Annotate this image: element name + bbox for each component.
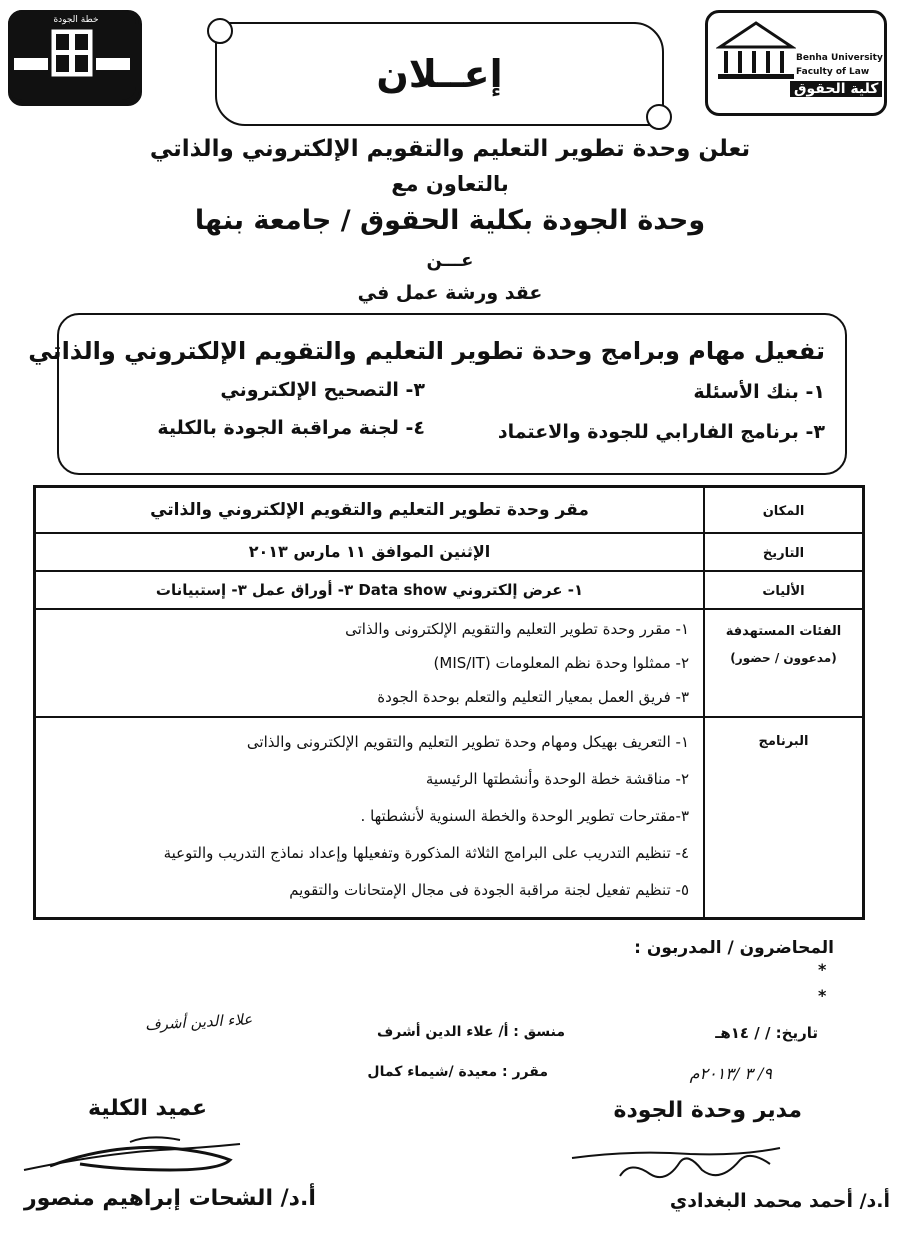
place-label: المكان <box>704 487 864 533</box>
list-item: ٣-مقترحات تطوير الوحدة والخطة السنوية لأنشطتها . <box>360 806 689 825</box>
quality-director-title: مدير وحدة الجودة <box>613 1098 802 1123</box>
table-row <box>35 487 864 533</box>
page-title: إعــلان <box>376 52 503 96</box>
university-building-icon <box>716 21 796 81</box>
left-logo-label: خطة الجودة <box>53 15 99 25</box>
date-label: التاريخ <box>704 533 864 571</box>
date-value: الإثنين الموافق ١١ مارس ٢٠١٣ <box>35 533 705 571</box>
intro-line-1: تعلن وحدة تطوير التعليم والتقويم الإلكتروني والذاتي <box>149 136 751 162</box>
rapporteur: مقرر : معيدة /شيماء كمال <box>367 1064 548 1080</box>
list-item: ٢- ممثلوا وحدة نظم المعلومات (MIS/IT) <box>433 653 689 672</box>
trainer-bullet: * <box>818 986 827 1005</box>
intro-line-2: بالتعاون مع <box>391 172 509 196</box>
workshop-details-table <box>33 485 865 920</box>
left-logo <box>8 10 142 106</box>
tools-label: الأليات <box>704 571 864 609</box>
dean-signature-icon <box>20 1130 250 1186</box>
workshop-title: تفعيل مهام وبرامج وحدة تطوير التعليم والتقويم الإلكتروني والذاتي <box>28 337 825 365</box>
trainer-bullet: * <box>818 960 827 979</box>
workshop-box <box>28 313 847 475</box>
audience-label-cell <box>704 609 864 717</box>
list-item: ٣- فريق العمل بمعيار التعليم والتعلم بوحدة الجودة <box>377 687 689 706</box>
list-item: ٥- تنظيم تفعيل لجنة مراقبة الجودة فى مجال الإمتحانات والتقويم <box>289 880 689 899</box>
table-row <box>35 609 864 717</box>
tools-value: ١- عرض إلكتروني Data show ٣- أوراق عمل ٣- إستبيانات <box>35 571 705 609</box>
workshop-item-quality-committee: ٤- لجنة مراقبة الجودة بالكلية <box>157 417 425 439</box>
announcement-banner <box>215 22 664 126</box>
audience-list <box>35 609 705 717</box>
coordinator: منسق : أ/ علاء الدين أشرف <box>376 1024 565 1040</box>
workshop-item-e-correction: ٣- التصحيح الإلكتروني <box>220 379 425 401</box>
trainers-label: المحاضرون / المدربون : <box>634 938 834 958</box>
workshop-item-farabi: ٣- برنامج الفارابي للجودة والاعتماد <box>497 421 825 443</box>
intro-line-3: وحدة الجودة بكلية الحقوق / جامعة بنها <box>194 205 706 236</box>
list-item: ٤- تنظيم التدريب على البرامج الثلاثة المذكورة وتفعيلها وإعداد نماذج التدريب والتوعية <box>163 843 689 862</box>
list-item: ١- التعريف بهيكل ومهام وحدة تطوير التعليم والتقويم الإلكترونى والذاتى <box>246 732 689 751</box>
table-row <box>35 571 864 609</box>
list-item: ٢- مناقشة خطة الوحدة وأنشطتها الرئيسية <box>425 769 689 788</box>
dean-title: عميد الكلية <box>88 1096 208 1121</box>
intro-line-5: عقد ورشة عمل في <box>357 282 543 304</box>
audience-label: الفئات المستهدفة <box>725 623 842 639</box>
logo-line-faculty: Faculty of Law <box>796 67 870 77</box>
workshop-item-question-bank: ١- بنك الأسئلة <box>693 381 825 403</box>
quality-director-signature-icon <box>570 1140 800 1190</box>
audience-sublabel: (مدعوون / حضور) <box>730 650 837 665</box>
dean-name: أ.د/ الشحات إبراهيم منصور <box>24 1186 316 1211</box>
program-list <box>35 717 705 919</box>
gregorian-date: ٩/ ٣ /٢٠١٣م <box>689 1064 772 1083</box>
intro-line-4: عـــن <box>426 250 474 271</box>
table-row <box>35 717 864 919</box>
quality-director-name: أ.د/ أحمد محمد البغدادي <box>669 1190 890 1212</box>
place-value: مقر وحدة تطوير التعليم والتقويم الإلكتروني والذاتي <box>35 487 705 533</box>
hijri-date: تاريخ: / / ١٤هـ <box>715 1024 818 1042</box>
table-row <box>35 533 864 571</box>
list-item: ١- مقرر وحدة تطوير التعليم والتقويم الإلكترونى والذاتى <box>345 619 689 638</box>
logo-line-arabic: كلية الحقوق <box>790 81 882 97</box>
handwritten-note: علاء الدين أشرف <box>144 1010 253 1034</box>
program-label: البرنامج <box>704 717 864 919</box>
logo-line-university: Benha University <box>796 53 883 63</box>
faculty-logo <box>705 10 887 116</box>
